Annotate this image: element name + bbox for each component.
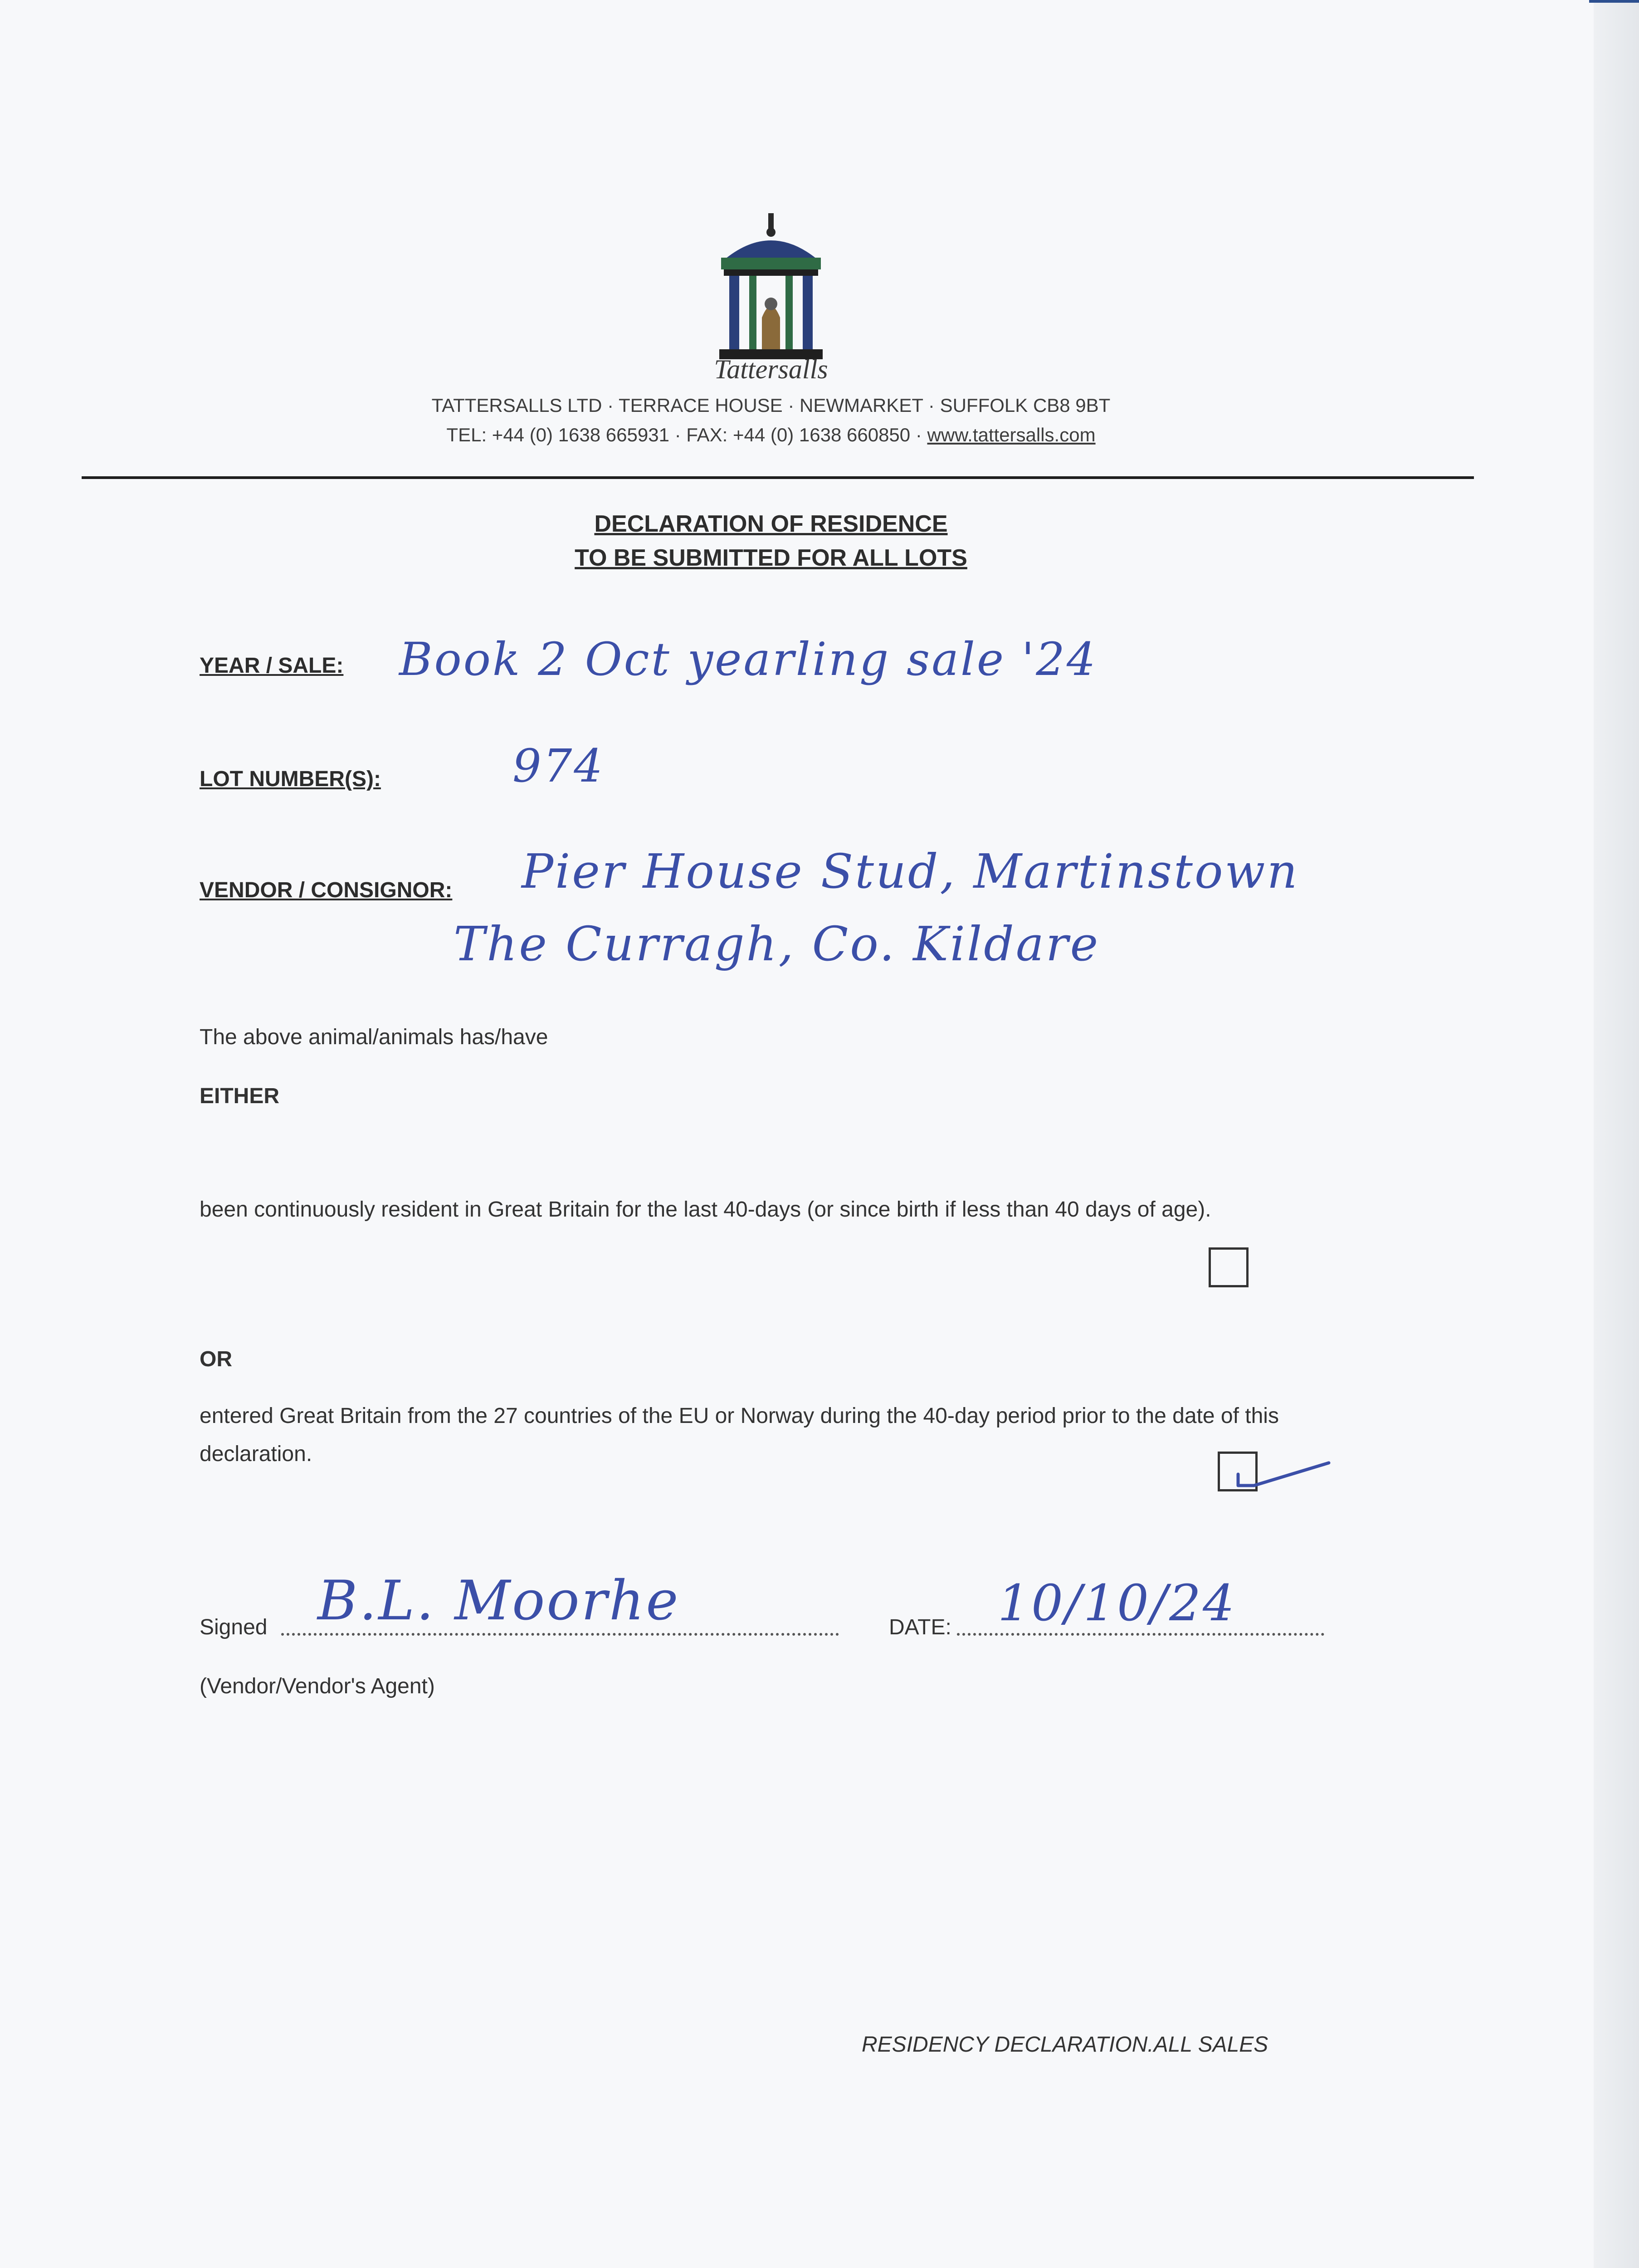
signed-label: Signed (200, 1615, 268, 1639)
or-label: OR (200, 1347, 232, 1371)
year-sale-label: YEAR / SALE: (200, 654, 344, 678)
website-link[interactable]: www.tattersalls.com (927, 424, 1096, 445)
checkmark-icon (1220, 1447, 1338, 1497)
company-contact (0, 424, 1542, 446)
tattersalls-logo-icon (717, 213, 825, 363)
corner-mark (1589, 0, 1639, 3)
signature-line (281, 1633, 839, 1636)
contact-numbers: TEL: +44 (0) 1638 665931 · FAX: +44 (0) 1638 660850 · (446, 424, 927, 445)
header-divider (82, 476, 1474, 479)
page-edge-shadow (1594, 0, 1639, 2268)
company-address: TATTERSALLS LTD · TERRACE HOUSE · NEWMARKET · SUFFOLK CB8 9BT (431, 395, 1111, 416)
vendor-consignor-label: VENDOR / CONSIGNOR: (200, 878, 453, 902)
either-label: EITHER (200, 1084, 280, 1108)
form-name-footer: RESIDENCY DECLARATION.ALL SALES (862, 2033, 1268, 2057)
option1-checkbox[interactable] (1209, 1247, 1249, 1287)
form-title: DECLARATION OF RESIDENCE (594, 511, 948, 537)
date-label: DATE: (889, 1615, 951, 1639)
option2-text: entered Great Britain from the 27 countries of the EU or Norway during the 40-day period prior to the date of this declaration. (200, 1404, 1279, 1466)
lot-number-label: LOT NUMBER(S): (200, 767, 381, 791)
signer-role: (Vendor/Vendor's Agent) (200, 1674, 435, 1698)
vendor-value-line2[interactable]: The Curragh, Co. Kildare (454, 916, 1100, 972)
vendor-value-line1[interactable]: Pier House Stud, Martinstown (522, 844, 1299, 899)
brand-name: Tattersalls (714, 354, 828, 384)
option1-text: been continuously resident in Great Britain for the last 40-days (or since birth if less than 40 days of age). (200, 1198, 1211, 1222)
form-subtitle: TO BE SUBMITTED FOR ALL LOTS (575, 545, 967, 571)
date-line (957, 1633, 1324, 1636)
intro-text: The above animal/animals has/have (200, 1025, 548, 1049)
signature-value[interactable]: B.L. Moorhe (317, 1569, 680, 1633)
lot-number-value[interactable]: 974 (512, 739, 605, 792)
year-sale-value[interactable]: Book 2 Oct yearling sale '24 (399, 633, 1098, 686)
date-value[interactable]: 10/10/24 (998, 1574, 1237, 1632)
